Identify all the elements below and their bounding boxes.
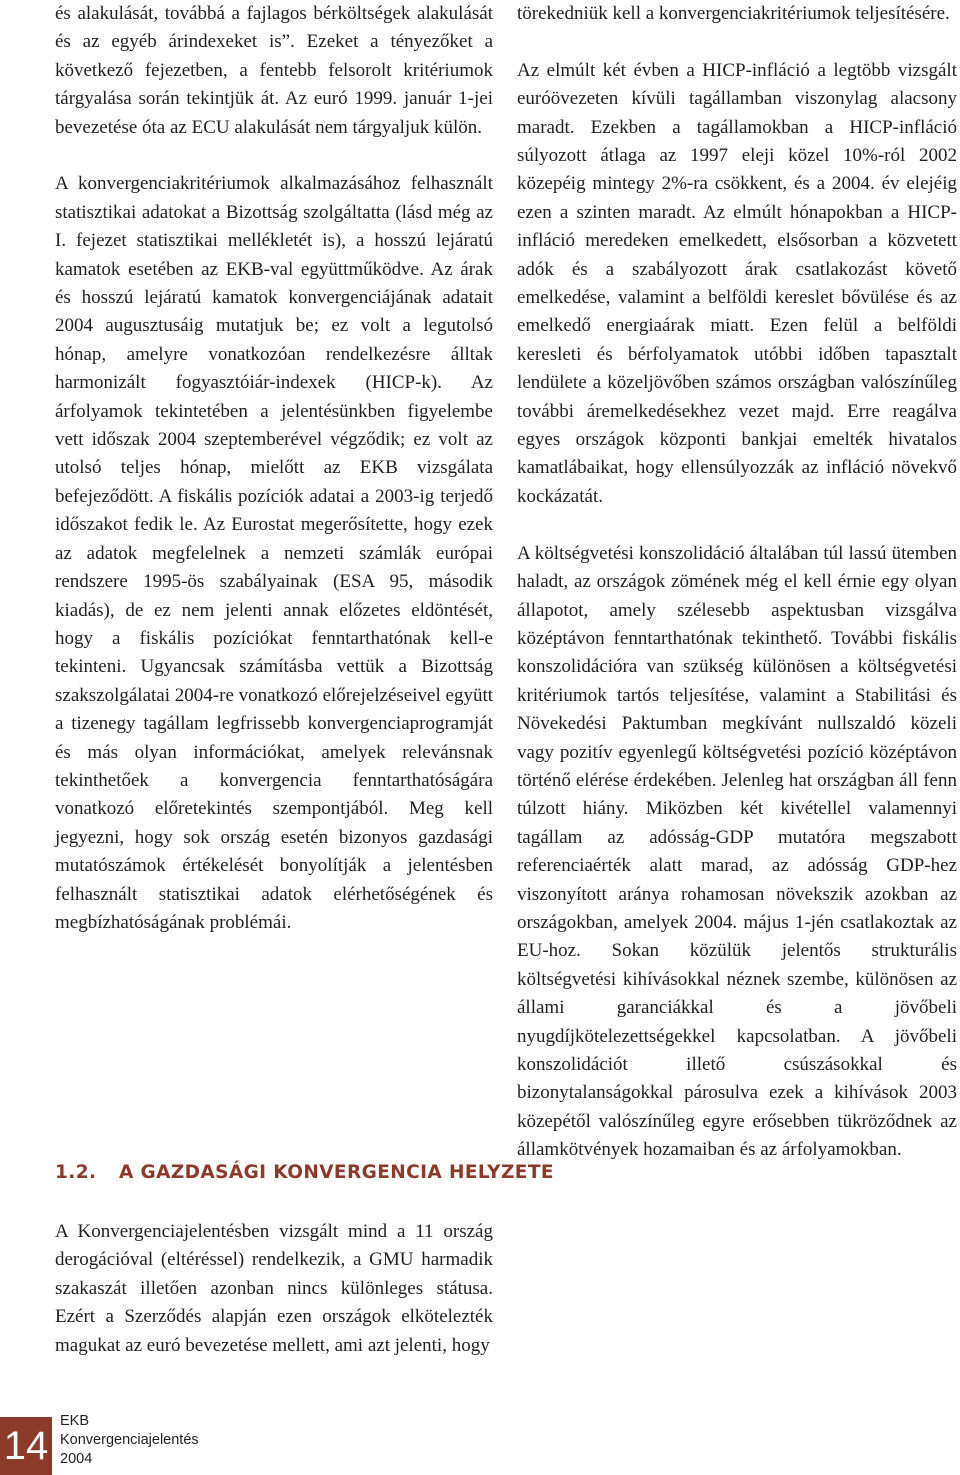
body-paragraph: A Konvergenciajelentésben vizsgált mind a 11 ország derogációval (eltéréssel) rendelkezik, a GMU harmadik szakaszát illetően azonban nincs különleges státusa. Ezért a Szerződés alapján ezen országok elkötelezték magukat az euró bevezetése mellett, ami azt jelenti, hogy [55,1221,493,1356]
page-number: 14 [3,1424,49,1468]
section-number: 1.2. [55,1162,97,1183]
section-title: A GAZDASÁGI KONVERGENCIA HELYZETE [119,1162,554,1183]
body-paragraph: és alakulását, továbbá a fajlagos bérköltségek alakulását és az egyéb árindexeket is”. Ezeket a tényezőket a következő fejezetben, a fentebb felsorolt kritériumok tárgyalása során tekintjük át. Az euró 1999. január 1-jei bevezetése óta az ECU alakulását nem tárgyaljuk külön. [55,3,493,138]
body-paragraph: A költségvetési konszolidáció általában túl lassú ütemben haladt, az országok zömének még el kell érnie egy olyan állapotot, amely szélesebb aspektusban vizsgálva középtávon fenntarthatónak tekinthető. További fiskális konszolidációra van szükség különösen a költségvetési kritériumok tartós teljesítése, valamint a Stabilitási és Növekedési Paktumban megkívánt nullszaldó közeli vagy pozitív egyenlegű költségvetési pozíció középtávon történő elérése érdekében. Jelenleg hat országban áll fenn túlzott hiány. Miközben két kivétellel valamennyi tagállam az adósság-GDP mutatóra megszabott referenciaérték alatt marad, az adósság GDP-hez viszonyított aránya rohamosan növekszik azokban az országokban, amelyek 2004. május 1-jén csatlakoztak az EU-hoz. Sokan közülük jelentős strukturális költségvetési kihívásokkal néznek szembe, különösen az állami garanciákkal és a jövőbeli nyugdíjkötelezettségekkel kapcsolatban. A jövőbeli konszolidációt illető csúszásokkal és bizonytalanságokkal párosulva ezek a kihívások 2003 közepétől valószínűleg egyre erősebben tükröződnek az államkötvények hozamaiban és az árfolyamokban. [517,542,957,1161]
section-body [55,1218,493,1360]
footer-publisher: EKB [60,1413,90,1429]
right-column [517,0,957,1165]
section-heading [55,1162,554,1183]
body-paragraph: A konvergenciakritériumok alkalmazásához felhasznált statisztikai adatokat a Bizottság szolgáltatta (lásd még az I. fejezet statisztikai mellékletét is), a hosszú lejáratú kamatok esetében az EKB-val együttműködve. Az árak és hosszú lejáratú kamatok konvergenciájának adatait 2004 augusztusáig mutatjuk be; ez volt a legutolsó hónap, amelyre vonatkozóan rendelkezésre álltak harmonizált fogyasztóiár-indexek (HICP-k). Az árfolyamok tekintetében a jelentésünkben figyelembe vett időszak 2004 szeptemberével végződik; ez volt az utolsó teljes hónap, mielőtt az EKB vizsgálata befejeződött. A fiskális pozíciók adatai a 2003-ig terjedő időszakot fedik le. Az Eurostat megerősítette, hogy ezek az adatok megfelelnek a nemzeti számlák európai rendszere 1995-ös szabályainak (ESA 95, második kiadás), de ez nem jelenti annak előzetes eldöntését, hogy a fiskális pozíciókat fenntarthatónak kell-e tekinteni. Ugyancsak számításba vettük a Bizottság szakszolgálatai 2004-re vonatkozó előrejelzéseivel együtt a tizenegy tagállam legfrissebb konvergenciaprogramját és más olyan információkat, amelyek relevánsnak tekinthetőek a konvergencia fenntarthatóságára vonatkozó előretekintés szempontjából. Meg kell jegyezni, hogy sok ország esetén bizonyos gazdasági mutatószámok értékelését bonyolítják a jelentésben felhasznált statisztikai adatok elérhetőségének és megbízhatóságának problémái. [55,173,493,933]
footer-year: 2004 [60,1451,93,1467]
body-paragraph: törekedniük kell a konvergenciakritériumok teljesítésére. [517,3,950,24]
paragraph-gap [517,28,957,56]
body-paragraph: Az elmúlt két évben a HICP-infláció a legtöbb vizsgált euróövezeten kívüli tagállamban viszonylag alacsony maradt. Ezekben a tagállamokban a HICP-infláció súlyozott átlaga az 1997 eleji közel 10%-ról 2002 közepéig mintegy 2%-ra csökkent, és a 2004. év elejéig ezen a szinten maradt. Az elmúlt hónapokban a HICP-infláció meredeken emelkedett, elsősorban a közvetett adók és a szabályozott árak csatlakozást követő emelkedése, valamint a belföldi kereslet bővülése és az emelkedő energiaárak miatt. Ezen felül a belföldi keresleti és bérfolyamatok utóbbi időben tapasztalt lendülete a közeljövőben számos országban valószínűleg további áremelkedésekhez vezet majd. Erre reagálva egyes országok központi bankjai emelték hivatalos kamatlábaikat, hogy ellensúlyozzák az infláció növekvő kockázatát. [517,59,957,507]
left-column [55,0,493,937]
paragraph-gap [517,511,957,539]
paragraph-gap [55,142,493,170]
running-footer [60,1412,199,1469]
footer-publication: Konvergenciajelentés [60,1432,199,1448]
